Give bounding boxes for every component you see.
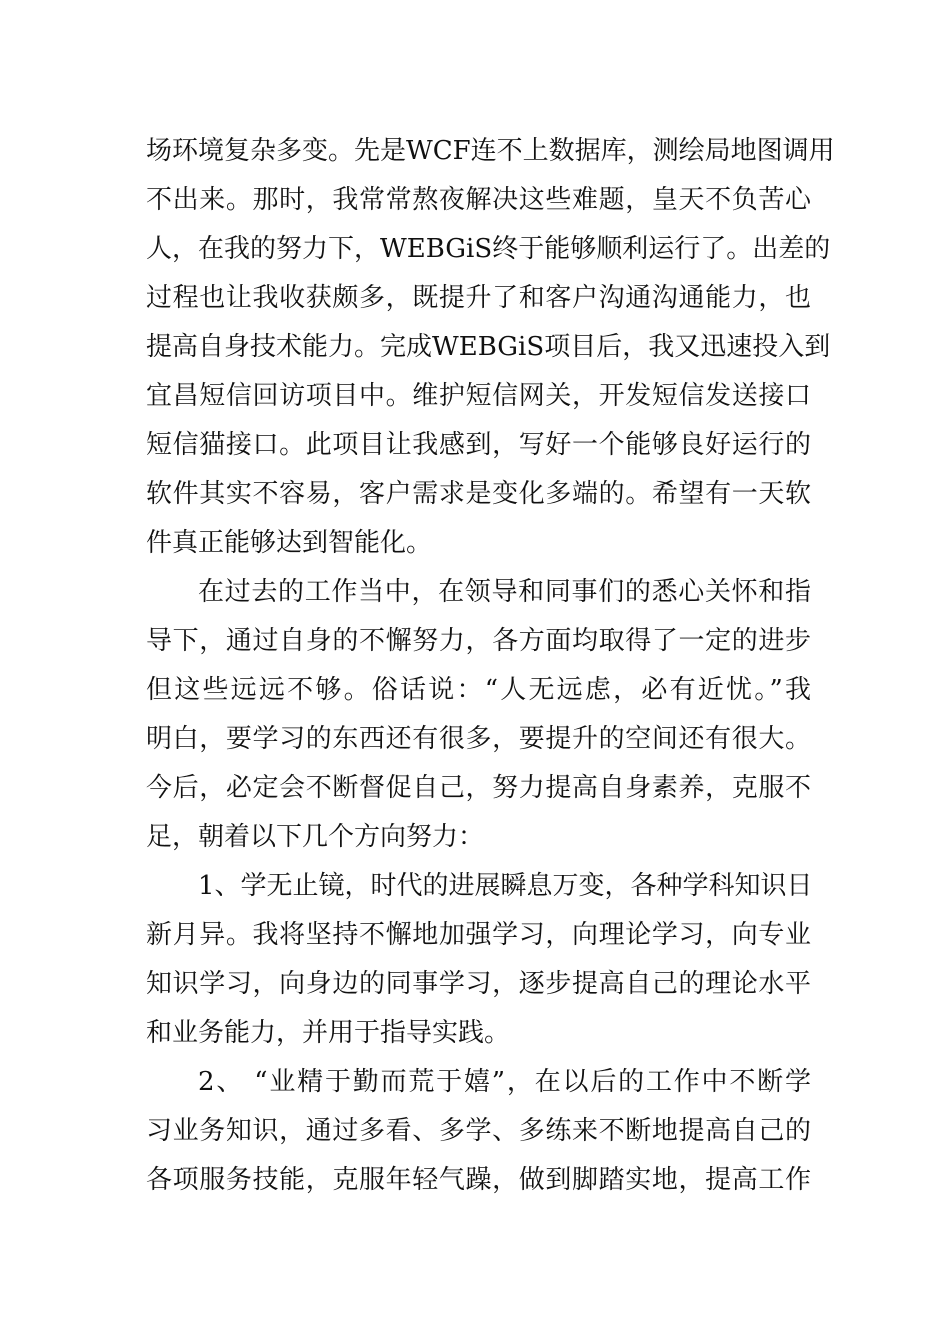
- text-line: 新月异。我将坚持不懈地加强学习，向理论学习，向专业: [146, 920, 811, 950]
- document-body: [146, 127, 835, 1205]
- paragraph-4: [146, 1058, 811, 1205]
- text-line: 明白，要学习的东西还有很多，要提升的空间还有很大。: [146, 724, 811, 754]
- text-line: 足，朝着以下几个方向努力：: [146, 822, 485, 852]
- text-line: 不出来。那时，我常常熬夜解决这些难题，皇天不负苦心: [146, 185, 811, 215]
- text-line: 人，在我的努力下，WEBGiS终于能够顺利运行了。出差的: [146, 234, 831, 264]
- paragraph-3: [146, 862, 811, 1058]
- text-line: 提高自身技术能力。完成WEBGiS项目后，我又迅速投入到: [146, 332, 831, 362]
- text-line: 习业务知识，通过多看、多学、多练来不断地提高自己的: [146, 1116, 811, 1146]
- text-line: 但这些远远不够。俗话说：“人无远虑，必有近忧。”我: [146, 675, 811, 705]
- text-line: 导下，通过自身的不懈努力，各方面均取得了一定的进步: [146, 626, 811, 656]
- text-line: 过程也让我收获颇多，既提升了和客户沟通沟通能力，也: [146, 283, 811, 313]
- text-line: 各项服务技能，克服年轻气躁，做到脚踏实地，提高工作: [146, 1165, 811, 1195]
- text-line: 今后，必定会不断督促自己，努力提高自身素养，克服不: [146, 773, 811, 803]
- text-line: 2、 “业精于勤而荒于嬉”，在以后的工作中不断学: [198, 1067, 811, 1097]
- text-line: 和业务能力，并用于指导实践。: [146, 1018, 511, 1048]
- text-line: 在过去的工作当中，在领导和同事们的悉心关怀和指: [198, 577, 811, 607]
- text-line: 场环境复杂多变。先是WCF连不上数据库，测绘局地图调用: [146, 136, 835, 166]
- text-line: 短信猫接口。此项目让我感到，写好一个能够良好运行的: [146, 430, 811, 460]
- text-line: 1、学无止镜，时代的进展瞬息万变，各种学科知识日: [198, 871, 813, 901]
- paragraph-2: [146, 568, 811, 862]
- text-line: 宜昌短信回访项目中。维护短信网关，开发短信发送接口: [146, 381, 811, 411]
- text-line: 知识学习，向身边的同事学习，逐步提高自己的理论水平: [146, 969, 811, 999]
- paragraph-1: [146, 127, 835, 568]
- text-line: 件真正能够达到智能化。: [146, 528, 433, 558]
- text-line: 软件其实不容易，客户需求是变化多端的。希望有一天软: [146, 479, 811, 509]
